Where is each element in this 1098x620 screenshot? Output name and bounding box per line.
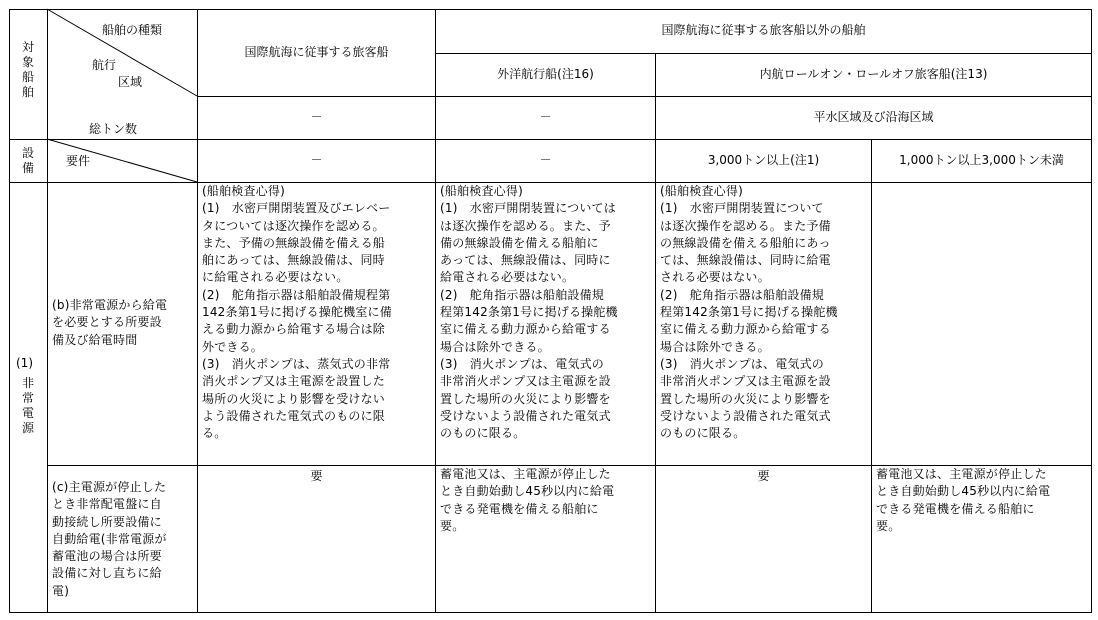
section-number: (1) <box>16 356 33 370</box>
emergency-power-header: 非常電源 <box>21 376 34 435</box>
tonnage-3000-plus: 3,000トン以上(注1) <box>707 153 820 167</box>
tonnage-dash: － <box>310 153 323 167</box>
area-dash: － <box>310 110 323 124</box>
col-domestic-roro: 内航ロールオン・ロールオフ旅客船(注13) <box>759 67 988 81</box>
row-c-label: (c)主電源が停止した とき非常配電盤に自 動接続し所要設備に 自動給電(非常電源が 蓄電池の場合は所要 設備に対し直ちに給 電) <box>52 480 167 598</box>
col-ocean-going: 外洋航行船(注16) <box>497 67 594 81</box>
target-vessel-header: 対象船舶 <box>21 40 34 99</box>
row-c-cell: 要 <box>757 469 770 483</box>
row-c-cell: 蓄電池又は、主電源が停止した とき自動始動し45秒以内に給電 できる発電機を備える船舶に 要。 <box>440 467 615 533</box>
ship-type-label: 船舶の種類 <box>102 23 163 37</box>
tonnage-1000-3000: 1,000トン以上3,000トン未満 <box>899 153 1064 167</box>
tonnage-dash: － <box>539 153 552 167</box>
row-b-label: (b)非常電源から給電 を必要とする所要設 備及び給電時間 <box>52 298 168 347</box>
equipment-header: 設備 <box>21 146 34 175</box>
requirement-label: 要件 <box>66 154 91 168</box>
row-c-cell: 要 <box>310 469 323 483</box>
area-value: 平水区域及び沿海区域 <box>813 110 934 124</box>
row-b-cell: (船舶検査心得) (1) 水密戸開閉装置及びエレベー タについては逐次操作を認める。 また、予備の無線設備を備える船 舶にあっては、無線設備は、同時 に給電される必要はない。 (2) 舵角指示器は船舶設備規程第 142条第1号に掲げる操舵機室に備 える動力源から給電する場合は除 外できる。 (3) 消火ポンプは、蒸気式の非常 消火ポンプ又は主電源を設置した 場所の火災により影響を受けない よう設備された電気式のものに限 る。 <box>202 184 392 441</box>
navigation-label: 航行 <box>92 58 117 72</box>
area-label: 区域 <box>118 75 143 89</box>
col-other-ships: 国際航海に従事する旅客船以外の船舶 <box>661 23 866 37</box>
area-dash: － <box>539 110 552 124</box>
row-c-cell: 蓄電池又は、主電源が停止した とき自動始動し45秒以内に給電 できる発電機を備える船舶に 要。 <box>876 467 1051 533</box>
gross-tonnage-label: 総トン数 <box>89 122 138 136</box>
row-b-cell: (船舶検査心得) (1) 水密戸開閉装置については は逐次操作を認める。また、予 備の無線設備を備える船舶に あっては、無線設備は、同時に 給電される必要はない。 (2) 舵角指示器は船舶設備規 程第142条第1号に掲げる操舵機 室に備える動力源から給電する 場合は除外できる。 (3) 消火ポンプは、電気式の 非常消火ポンプ又は主電源を設 置した場所の火災により影響を 受けないよう設備された電気式 のものに限る。 <box>440 184 618 441</box>
row-b-cell: (船舶検査心得) (1) 水密戸開閉装置について は逐次操作を認める。また予備 の無線設備を備える船舶にあっ ては、無線設備は、同時に給電 される必要はない。 (2) 舵角指示器は船舶設備規 程第142条第1号に掲げる操舵機 室に備える動力源から給電する 場合は除外できる。 (3) 消火ポンプは、電気式の 非常消火ポンプ又は主電源を設 置した場所の火災により影響を 受けないよう設備された電気式 のものに限る。 <box>660 184 838 441</box>
col-international-passenger: 国際航海に従事する旅客船 <box>244 45 389 59</box>
